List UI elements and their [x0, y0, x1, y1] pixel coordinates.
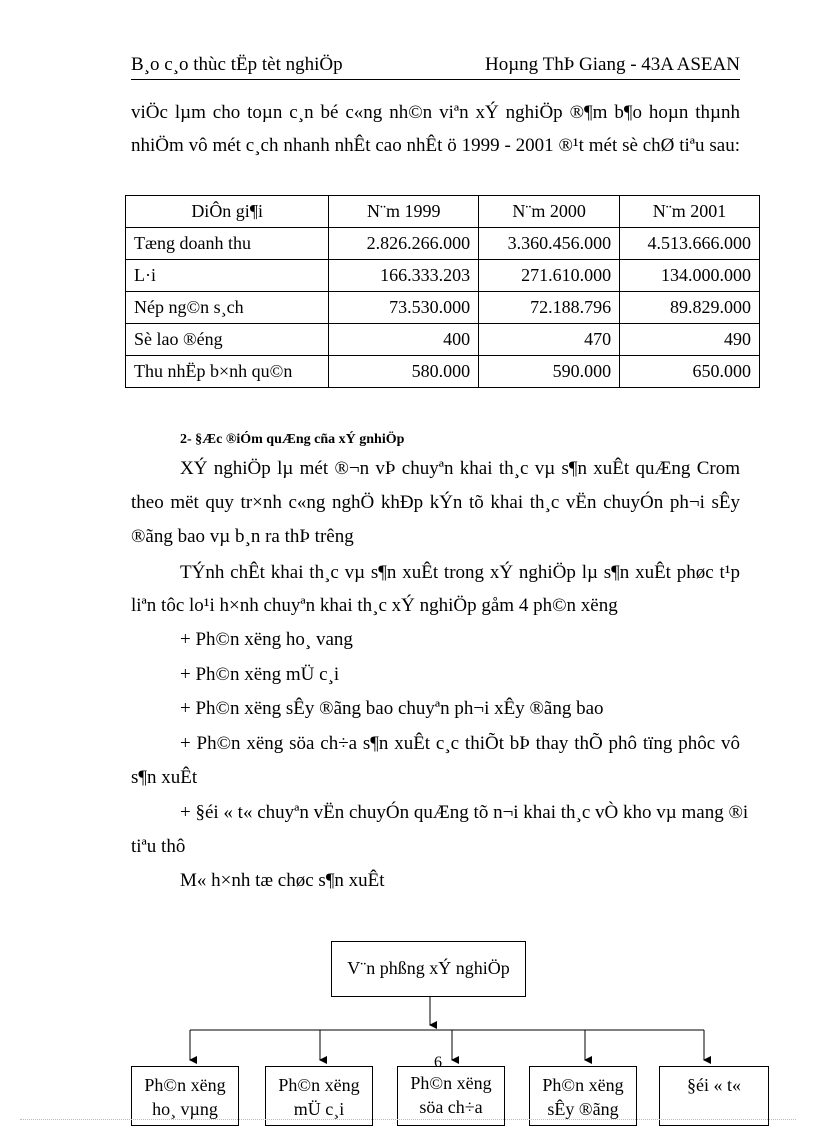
- table-cell-label: Thu nhËp b×nh qu©n: [126, 356, 329, 388]
- table-cell-label: Tæng doanh thu: [126, 228, 329, 260]
- org-box-office-label: V¨n phßng xÝ nghiÖp: [347, 958, 510, 978]
- page-bottom-edge: [20, 1119, 796, 1120]
- table-cell: 580.000: [329, 356, 479, 388]
- header-author: Hoµng ThÞ Giang - 43A ASEAN: [485, 54, 740, 75]
- table-cell: 271.610.000: [479, 260, 620, 292]
- table-cell: 72.188.796: [479, 292, 620, 324]
- body-line: TÝnh chÊt khai th¸c vµ s¶n xuÊt trong xÝ nghiÖp lµ s¶n xuÊt phøc t¹p: [180, 562, 740, 583]
- org-box-line: ho¸ vµng: [152, 1099, 218, 1119]
- header-title: B¸o c¸o thùc tËp tèt nghiÖp: [131, 54, 343, 75]
- table-cell: 134.000.000: [620, 260, 760, 292]
- section-heading: 2- §Æc ®iÓm quÆng cña xÝ gnhiÖp: [180, 432, 405, 447]
- bullet-item: + Ph©n xëng söa ch÷a s¶n xuÊt c¸c thiÕt bÞ thay thÕ phô tïng phôc vô: [180, 733, 740, 754]
- intro-line-1: viÖc lµm cho toµn c¸n bé c«ng nh©n viªn xÝ nghiÖp ®¶m b¶o hoµn thµnh: [131, 102, 740, 123]
- table-cell-label: Sè lao ®éng: [126, 324, 329, 356]
- body-line: M« h×nh tæ chøc s¶n xuÊt: [180, 870, 385, 891]
- body-line: ®ãng bao vµ b¸n ra thÞ trêng: [131, 526, 354, 547]
- bullet-item: + Ph©n xëng mÜ c¸i: [180, 664, 340, 685]
- page-number: 6: [434, 1054, 442, 1071]
- intro-line-2: nhiÖm vô mét c¸ch nhanh nhÊt cao nhÊt ö 1999 - 2001 ®¹t mét sè chØ tiªu sau:: [131, 135, 740, 156]
- bullet-continuation: tiªu thô: [131, 836, 186, 857]
- org-box-line: Ph©n xëng: [278, 1075, 360, 1095]
- table-cell: 89.829.000: [620, 292, 760, 324]
- table-cell: 590.000: [479, 356, 620, 388]
- bullet-item: + Ph©n xëng sÊy ®ãng bao chuyªn ph¬i xÊy ®ãng bao: [180, 698, 604, 719]
- org-box-line: Ph©n xëng: [542, 1075, 624, 1095]
- table-cell: 490: [620, 324, 760, 356]
- table-cell: 400: [329, 324, 479, 356]
- table-cell: 4.513.666.000: [620, 228, 760, 260]
- org-box-line: Ph©n xëng: [144, 1075, 226, 1095]
- table-header-cell: N¨m 1999: [329, 196, 479, 228]
- org-box-line: sÊy ®ãng: [547, 1099, 619, 1119]
- org-box-workshop-2: [265, 1066, 373, 1126]
- org-box-vehicle-team: [659, 1066, 769, 1126]
- org-box-line: Ph©n xëng: [410, 1073, 492, 1093]
- org-box-workshop-4: [529, 1066, 637, 1126]
- org-box-workshop-3: [397, 1066, 505, 1126]
- table-cell: 470: [479, 324, 620, 356]
- table-cell-label: L·i: [126, 260, 329, 292]
- body-line: theo mët quy tr×nh c«ng nghÖ khÐp kÝn tõ khai th¸c vËn chuyÓn ph¬i sÊy: [131, 492, 740, 513]
- org-box-line: söa ch÷a: [419, 1097, 483, 1117]
- table-cell: 3.360.456.000: [479, 228, 620, 260]
- org-box-workshop-1: [131, 1066, 239, 1126]
- bullet-continuation: s¶n xuÊt: [131, 767, 198, 788]
- table-cell: 166.333.203: [329, 260, 479, 292]
- org-box-line: §éi « t«: [687, 1075, 741, 1095]
- table-cell: 650.000: [620, 356, 760, 388]
- body-line: liªn tôc lo¹i h×nh chuyªn khai th¸c xÝ nghiÖp gåm 4 ph©n xëng: [131, 595, 618, 616]
- org-box-office: [331, 941, 526, 997]
- bullet-item: + Ph©n xëng ho¸ vang: [180, 629, 353, 650]
- org-box-line: mÜ c¸i: [293, 1099, 345, 1119]
- body-line: XÝ nghiÖp lµ mét ®¬n vÞ chuyªn khai th¸c vµ s¶n xuÊt quÆng Crom: [180, 458, 740, 479]
- table-header-cell: N¨m 2001: [620, 196, 760, 228]
- table-cell: 73.530.000: [329, 292, 479, 324]
- table-header-cell: N¨m 2000: [479, 196, 620, 228]
- table-header-cell: DiÔn gi¶i: [126, 196, 329, 228]
- table-cell: 2.826.266.000: [329, 228, 479, 260]
- table-cell-label: Nép ng©n s¸ch: [126, 292, 329, 324]
- bullet-item: + §éi « t« chuyªn vËn chuyÓn quÆng tõ n¬i khai th¸c vÒ kho vµ mang ®i: [180, 802, 749, 823]
